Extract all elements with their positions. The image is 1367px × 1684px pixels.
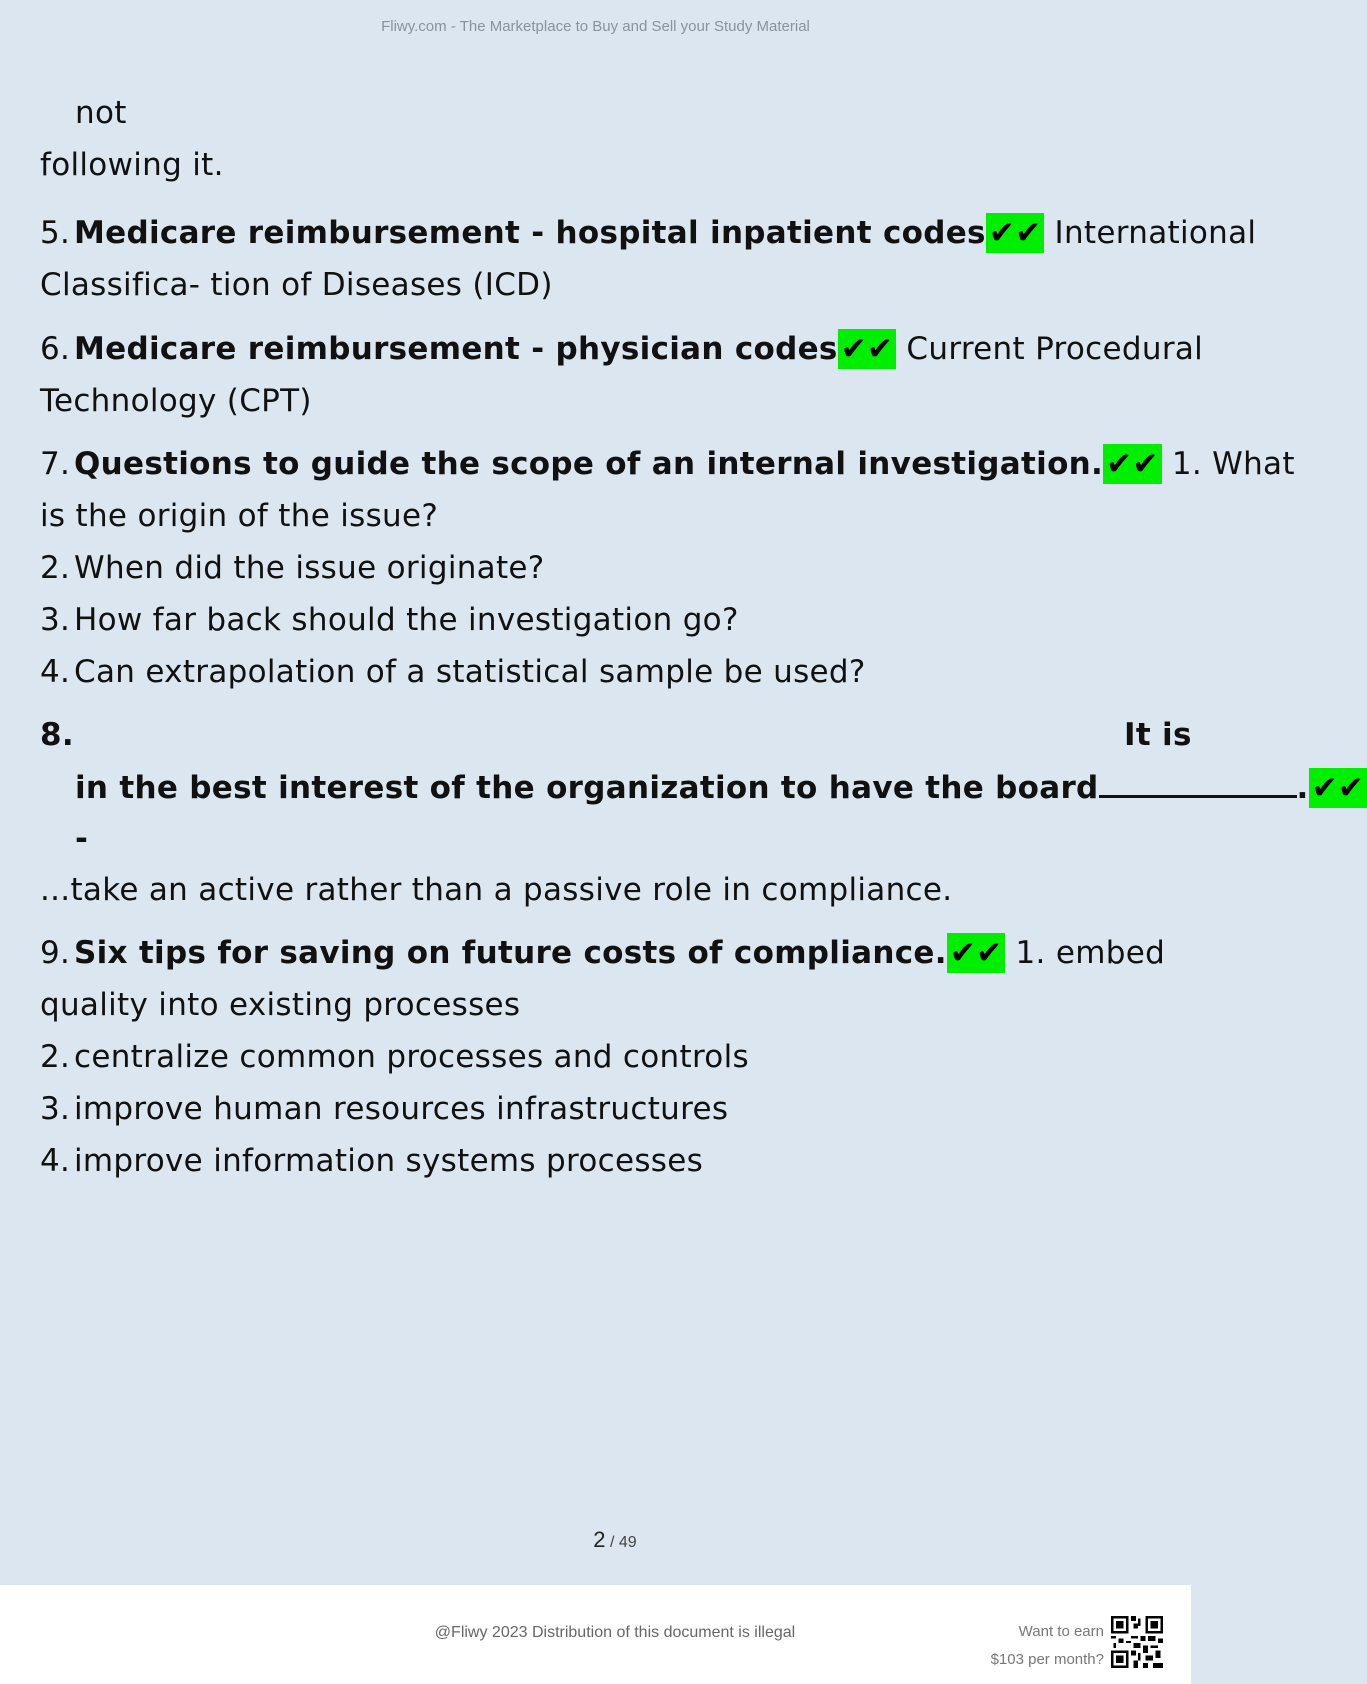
list-item <box>40 1141 703 1181</box>
checkmark-icon: ✔✔ <box>838 329 897 369</box>
earn-promo-line: Want to earn <box>1018 1623 1104 1640</box>
question-text: in the best interest of the organization to have the board <box>75 770 1099 806</box>
dash: - <box>75 821 89 857</box>
answer-text: is the origin of the issue? <box>40 498 439 534</box>
page-number <box>0 1527 1230 1553</box>
copyright-notice: @Fliwy 2023 Distribution of this document is illegal <box>434 1624 796 1641</box>
list-number: 3. <box>40 602 71 638</box>
earn-promo-line: $103 per month? <box>990 1651 1104 1668</box>
current-page: 2 <box>593 1527 606 1552</box>
question-text: It is <box>1124 717 1192 753</box>
page-header: Fliwy.com - The Marketplace to Buy and Sell your Study Material <box>381 18 810 35</box>
question-text: Medicare reimbursement - hospital inpatient codes <box>74 215 986 251</box>
list-number: 4. <box>40 654 71 690</box>
item-number: 5. <box>40 215 71 251</box>
checkmark-icon: ✔✔ <box>986 213 1045 253</box>
list-text: improve information systems processes <box>74 1143 704 1179</box>
list-number: 2. <box>40 1039 71 1075</box>
item-number: 7. <box>40 446 71 482</box>
question-text: Medicare reimbursement - physician codes <box>74 331 838 367</box>
checkmark-icon: ✔✔ <box>947 933 1006 973</box>
flashcard-6 <box>40 329 1203 369</box>
item-number: 6. <box>40 331 71 367</box>
list-text: improve human resources infrastructures <box>74 1091 729 1127</box>
continued-text: following it. <box>40 147 224 183</box>
answer-text: 1. embed <box>1005 935 1166 971</box>
list-number: 3. <box>40 1091 71 1127</box>
qr-code-icon[interactable] <box>1111 1616 1163 1668</box>
answer-text: Current Procedural <box>896 331 1204 367</box>
fill-in-blank <box>1099 767 1297 798</box>
list-text: When did the issue originate? <box>74 550 545 586</box>
total-pages: / 49 <box>605 1534 637 1551</box>
checkmark-icon: ✔✔ <box>1103 444 1162 484</box>
flashcard-8 <box>40 715 74 755</box>
checkmark-icon: ✔✔ <box>1309 768 1367 808</box>
list-item <box>40 600 739 640</box>
page-footer <box>0 1585 1191 1684</box>
answer-text: 1. What <box>1161 446 1295 482</box>
list-number: 4. <box>40 1143 71 1179</box>
list-item <box>40 1037 749 1077</box>
item-number: 8. <box>40 717 74 753</box>
flashcard-7 <box>40 444 1295 484</box>
continued-text: not <box>75 95 127 131</box>
list-item <box>40 652 866 692</box>
earn-promo-link[interactable] <box>991 1618 1104 1674</box>
answer-text: ...take an active rather than a passive role in compliance. <box>40 872 953 908</box>
list-text: Can extrapolation of a statistical sample be used? <box>74 654 866 690</box>
answer-text: quality into existing processes <box>40 987 521 1023</box>
list-item <box>40 548 545 588</box>
question-text: Questions to guide the scope of an internal investigation. <box>74 446 1104 482</box>
flashcard-9 <box>40 933 1165 973</box>
answer-text: Technology (CPT) <box>40 383 312 419</box>
list-text: centralize common processes and controls <box>74 1039 749 1075</box>
list-item <box>40 1089 728 1129</box>
question-text: in the best interest of the organization to have the board .✔✔ <box>75 767 1367 808</box>
item-number: 9. <box>40 935 71 971</box>
list-text: How far back should the investigation go? <box>74 602 739 638</box>
flashcard-5 <box>40 213 1256 253</box>
question-text: Six tips for saving on future costs of compliance. <box>74 935 947 971</box>
answer-text: Classifica- tion of Diseases (ICD) <box>40 267 553 303</box>
list-number: 2. <box>40 550 71 586</box>
answer-text: International <box>1044 215 1257 251</box>
